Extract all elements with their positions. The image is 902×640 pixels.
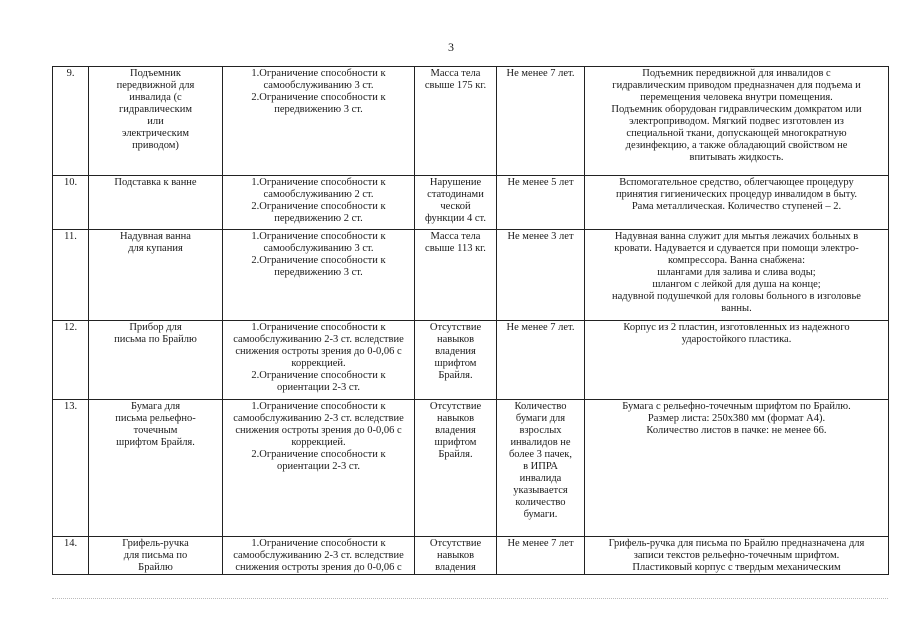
text-line: 1.Ограничение способности к [251,322,386,333]
text-line: инвалидов не [510,437,571,448]
text-line: самообслуживанию 2-3 ст. вследствие [233,550,404,561]
text-line: коррекцией. [291,437,346,448]
text-line: Количество [514,401,567,412]
text-line: точечным [133,425,178,436]
text-line: Подставка к ванне [114,177,197,188]
text-line: Масса тела [430,68,481,79]
text-line: статодинами [427,189,484,200]
text-line: 1.Ограничение способности к [251,231,386,242]
table-row [53,321,889,400]
text-line: владения [435,425,476,436]
text-line: 1.Ограничение способности к [251,538,386,549]
text-line: Бумага для [130,401,181,412]
text-line: снижения остроты зрения до 0-0,06 с [235,346,402,357]
table-row [53,230,889,321]
usage-term-cell [497,400,585,537]
text-line: количество [515,497,566,508]
text-line: Корпус из 2 пластин, изготовленных из надежного [623,322,850,333]
text-line: Масса тела [430,231,481,242]
text-line: Грифель-ручка для письма по Брайлю предназначена для [608,538,865,549]
text-line: приводом) [132,140,179,151]
text-line: ванны. [721,303,752,314]
text-line: Надувная ванна служит для мытья лежачих больных в [614,231,859,242]
text-line: навыков [436,413,475,424]
description-cell [585,537,889,575]
product-name-cell [89,230,223,321]
text-line: самообслуживанию 3 ст. [263,243,374,254]
usage-term-cell [497,176,585,230]
text-line: Пластиковый корпус с твердым механическим [632,562,841,573]
text-line: передвижению 2 ст. [274,213,363,224]
text-line: кровати. Надувается и сдувается при помощи электро- [614,243,859,254]
description-cell [585,230,889,321]
text-line: инвалида [519,473,562,484]
table-row [53,67,889,176]
text-line: бумаги. [523,509,558,520]
description-cell [585,321,889,400]
text-line: Прибор для [129,322,182,333]
text-line: указывается [513,485,568,496]
row-number-cell: 10. [53,176,89,230]
text-line: Вспомогательное средство, облегчающее процедуру [619,177,854,188]
text-line: самообслуживанию 2-3 ст. вследствие [233,334,404,345]
text-line: дезинфекцию, а также обладающий свойством не [625,140,848,151]
text-line: шрифтом [434,437,477,448]
text-line: Подъемник [130,68,181,79]
text-line: письма по Брайлю [114,334,197,345]
text-line: взрослых [519,425,562,436]
table-row [53,537,889,575]
row-number-cell: 12. [53,321,89,400]
text-line: самообслуживанию 2 ст. [263,189,374,200]
text-line: Брайля. [438,449,473,460]
text-line: записи текстов рельефно-точечным шрифтом. [633,550,840,561]
text-line: владения [435,346,476,357]
text-line: Подъемник передвижной для инвалидов с [642,68,831,79]
contraindications-cell [415,321,497,400]
description-cell [585,176,889,230]
text-line: коррекцией. [291,358,346,369]
text-line: Не менее 7 лет. [506,322,575,333]
text-line: гидравлическим приводом предназначен для подъема и [612,80,861,91]
text-line: навыков [436,334,475,345]
text-line: 1.Ограничение способности к [251,401,386,412]
text-line: 1.Ограничение способности к [251,68,386,79]
indications-cell [223,400,415,537]
page-number: 3 [448,40,454,54]
text-line: Брайля. [438,370,473,381]
text-line: свыше 175 кг. [424,80,487,91]
text-line: гидравлическим [118,104,193,115]
text-line: Грифель-ручка [122,538,189,549]
row-number-cell: 9. [53,67,89,176]
text-line: Отсутствие [429,538,482,549]
text-line: ческой [440,201,471,212]
table-row [53,176,889,230]
usage-term-cell [497,537,585,575]
text-line: навыков [436,550,475,561]
requirements-table [52,66,889,575]
text-line: перемещения человека внутри помещения. [640,92,833,103]
product-name-cell [89,176,223,230]
text-line: 2.Ограничение способности к [251,92,386,103]
row-number-cell: 13. [53,400,89,537]
text-line: передвижению 3 ст. [274,104,363,115]
text-line: 2.Ограничение способности к [251,370,386,381]
text-line: 2.Ограничение способности к [251,201,386,212]
text-line: шрифтом Брайля. [116,437,195,448]
indications-cell [223,176,415,230]
text-line: 2.Ограничение способности к [251,255,386,266]
text-line: Размер листа: 250х380 мм (формат А4). [647,413,826,424]
text-line: снижения остроты зрения до 0-0,06 с [235,425,402,436]
contraindications-cell [415,176,497,230]
table-row [53,400,889,537]
contraindications-cell [415,537,497,575]
text-line: для купания [128,243,183,254]
text-line: 1.Ограничение способности к [251,177,386,188]
text-line: Не менее 7 лет. [506,68,575,79]
text-line: шрифтом [434,358,477,369]
text-line: функции 4 ст. [425,213,486,224]
text-line: передвижной для [116,80,195,91]
text-line: ориентации 2-3 ст. [277,461,360,472]
indications-cell [223,321,415,400]
text-line: снижения остроты зрения до 0-0,06 с [235,562,402,573]
row-number-cell: 11. [53,230,89,321]
text-line: шлангом с лейкой для душа на конце; [652,279,821,290]
text-line: электроприводом. Мягкий подвес изготовлен из [629,116,844,127]
text-line: надувной подушечкой для головы больного в изголовье [612,291,861,302]
contraindications-cell [415,230,497,321]
text-line: шлангами для залива и слива воды; [657,267,816,278]
contraindications-cell [415,400,497,537]
text-line: Брайлю [138,562,173,573]
text-line: Нарушение [429,177,482,188]
description-cell [585,67,889,176]
text-line: ориентации 2-3 ст. [277,382,360,393]
text-line: самообслуживанию 3 ст. [263,80,374,91]
text-line: Бумага с рельефно-точечным шрифтом по Брайлю. [622,401,851,412]
text-line: Подъемник оборудован гидравлическим домкратом или [611,104,862,115]
product-name-cell [89,537,223,575]
text-line: письма рельефно- [115,413,196,424]
text-line: передвижению 3 ст. [274,267,363,278]
description-cell [585,400,889,537]
product-name-cell [89,67,223,176]
text-line: компрессора. Ванна снабжена: [668,255,805,266]
text-line: в ИПРА [523,461,558,472]
usage-term-cell [497,67,585,176]
indications-cell [223,67,415,176]
text-line: для письма по [123,550,188,561]
product-name-cell [89,321,223,400]
contraindications-cell [415,67,497,176]
text-line: Не менее 3 лет [507,231,574,242]
product-name-cell [89,400,223,537]
table-body [53,67,889,575]
indications-cell [223,230,415,321]
text-line: 2.Ограничение способности к [251,449,386,460]
row-number-cell: 14. [53,537,89,575]
text-line: Не менее 7 лет [507,538,574,549]
text-line: Не менее 5 лет [507,177,574,188]
text-line: Рама металлическая. Количество ступеней – 2. [631,201,842,212]
text-line: бумаги для [515,413,566,424]
text-line: Надувная ванна [120,231,191,242]
text-line: Количество листов в пачке: не менее 66. [646,425,827,436]
page-cut-line [52,598,888,599]
text-line: самообслуживанию 2-3 ст. вследствие [233,413,404,424]
text-line: более 3 пачек, [508,449,573,460]
text-line: принятия гигиенических процедур инвалидом в быту. [615,189,858,200]
text-line: ударостойкого пластика. [681,334,792,345]
text-line: владения [435,562,476,573]
text-line: или [147,116,164,127]
text-line: свыше 113 кг. [425,243,486,254]
text-line: электрическим [122,128,189,139]
usage-term-cell [497,321,585,400]
indications-cell [223,537,415,575]
text-line: инвалида (с [129,92,182,103]
text-line: Отсутствие [429,322,482,333]
text-line: впитывать жидкость. [689,152,784,163]
usage-term-cell [497,230,585,321]
text-line: Отсутствие [429,401,482,412]
text-line: специальной ткани, допускающей многократную [626,128,847,139]
